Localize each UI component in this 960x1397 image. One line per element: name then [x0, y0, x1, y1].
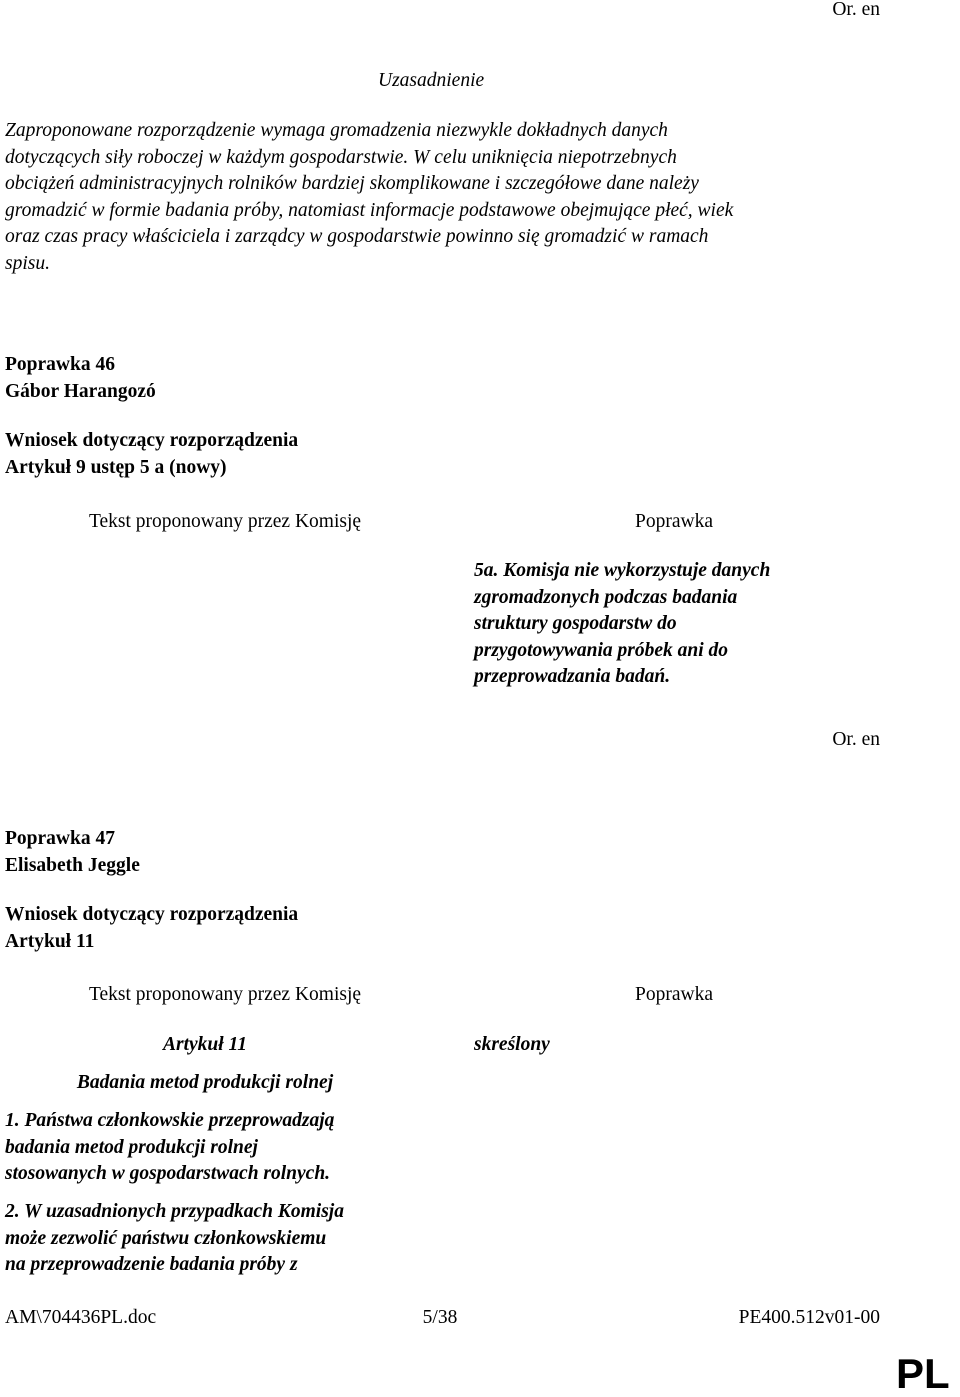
- amendment-46-text-line: 5a. Komisja nie wykorzystuje danych: [474, 560, 771, 581]
- amendment-47-article: Artykuł 11: [5, 931, 95, 952]
- amendment-46-text: [474, 558, 894, 691]
- amendment-47-proposal: Wniosek dotyczący rozporządzenia: [5, 904, 299, 925]
- amendment-46-proposal: Wniosek dotyczący rozporządzenia: [5, 430, 299, 451]
- justification-line: obciążeń administracyjnych rolników bardziej skomplikowane i szczegółowe dane należy: [5, 173, 699, 194]
- justification-line: oraz czas pracy właściciela i zarządcy w gospodarstwie powinno się gromadzić w ramach: [5, 226, 709, 247]
- amendment-46-label: Poprawka 46: [5, 354, 115, 375]
- amendment-47-left-line: na przeprowadzenie badania próby z: [5, 1254, 298, 1275]
- amendment-46-text-line: przygotowywania próbek ani do: [474, 639, 729, 661]
- amendment-46-text-line: przeprowadzania badań.: [474, 666, 671, 687]
- amendment-47-col-left-header: Tekst proponowany przez Komisję: [88, 984, 362, 1005]
- amendment-47-col-right-header: Poprawka: [635, 984, 713, 1005]
- justification-line: spisu.: [5, 252, 50, 274]
- justification-line: gromadzić w formie badania próby, natomiast informacje podstawowe obejmujące płeć, wiek: [5, 199, 734, 221]
- amendment-47-left-line: badania metod produkcji rolnej: [5, 1136, 258, 1158]
- footer-pe-reference: PE400.512v01-00: [738, 1307, 880, 1328]
- amendment-47-left-line: 2. W uzasadnionych przypadkach Komisja: [5, 1201, 344, 1222]
- amendment-47-author: Elisabeth Jeggle: [5, 855, 140, 876]
- amendment-47-label: Poprawka 47: [5, 828, 115, 849]
- amendment-47-left-line: stosowanych w gospodarstwach rolnych.: [5, 1163, 331, 1184]
- amendment-47-left-line: może zezwolić państwu członkowskiemu: [5, 1227, 327, 1249]
- amendment-46-col-left-header: Tekst proponowany przez Komisję: [88, 511, 362, 532]
- amendment-47-deleted-text: skreślony: [474, 1034, 550, 1055]
- amendment-47-left-article-subtitle: Badania metod produkcji rolnej: [76, 1072, 334, 1093]
- footer-document-reference: AM\704436PL.doc: [5, 1307, 157, 1328]
- amendment-47-left-line: 1. Państwa członkowskie przeprowadzają: [5, 1110, 335, 1131]
- footer-page-number: 5/38: [422, 1307, 458, 1328]
- amendment-47-left-paragraph-1: [5, 1108, 445, 1188]
- amendment-47-left-article-title: Artykuł 11: [163, 1034, 247, 1055]
- footer-language-code: PL: [896, 1350, 950, 1397]
- justification-line: Zaproponowane rozporządzenie wymaga gromadzenia niezwykle dokładnych danych: [5, 120, 668, 141]
- amendment-46-col-right-header: Poprawka: [635, 511, 713, 532]
- amendment-46-text-line: zgromadzonych podczas badania: [474, 586, 738, 608]
- amendment-46-article: Artykuł 9 ustęp 5 a (nowy): [5, 457, 227, 478]
- justification-title: Uzasadnienie: [378, 70, 485, 91]
- justification-line: dotyczących siły roboczej w każdym gospodarstwie. W celu uniknięcia niepotrzebnych: [5, 146, 677, 168]
- amendment-46-author: Gábor Harangozó: [5, 381, 156, 402]
- amendment-46-original-language: Or. en: [832, 729, 880, 750]
- original-language-label: Or. en: [832, 0, 880, 20]
- amendment-47-left-paragraph-2: [5, 1199, 445, 1279]
- justification-text: [5, 118, 955, 277]
- amendment-46-text-line: struktury gospodarstw do: [474, 613, 677, 634]
